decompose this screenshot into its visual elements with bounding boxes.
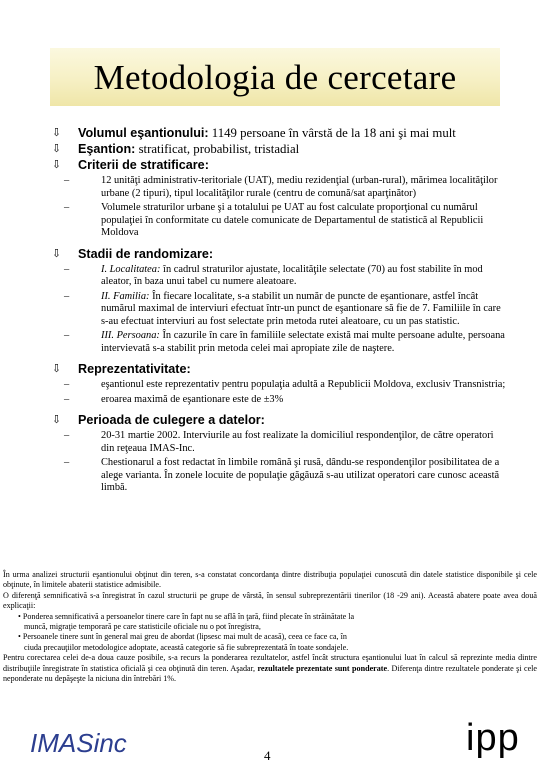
- hand-pointer-icon: ⇩: [52, 414, 62, 426]
- list-item: – 12 unităţi administrativ-teritoriale (UAT), mediu rezidenţial (urban-rural), mărimea localităţilor urbane (2 tipuri), tipul localităţilor rurale (centru de comună/sat aparţinător): [64, 175, 498, 199]
- randomization-list: [50, 264, 506, 356]
- footnote-p3-tail: . Diferenţa dintre rezultatele ponderate şi cele neponderate nu depăşeşte la niciuna din întrebări 1%.: [3, 663, 537, 684]
- list-item: – II. Familia: În fiecare localitate, s-a stabilit un număr de puncte de eşantionare, astfel încât numărul maximal de interviuri efectuat într-un punct de eşantionare să fie de 7. Familiile în care s-au efectuat interviuri au fost selectate prin metoda rutei aleatoare, cu un pas statistic.: [64, 290, 501, 327]
- list-item: – 20-31 martie 2002. Interviurile au fost realizate la domiciliul respondenţilor, de către operatori din reţeaua IMAS-Inc.: [64, 430, 494, 454]
- list-item: – Chestionarul a fost redactat în limbile română şi rusă, dându-se respondenţilor posibilitatea de a alege varianta. În zonele locuite de populaţie găgăuză s-au utilizat operatori care cunosc această limbă.: [64, 457, 500, 493]
- list-item: – eroarea maximă de eşantionare este de ±3%: [64, 393, 284, 405]
- hand-pointer-icon: ⇩: [52, 143, 62, 155]
- bullet-representativeness: [50, 361, 506, 377]
- footnote-p3-text: Pentru corectarea celei de-a doua cauze posibile, s-a recurs la ponderarea rezultatelor, astfel încât structura eşantionului luat în calcul să reprezinte media dintre distribuţiile înregistrate în statistica oficială şi cea obţinută din teren. Aşadar,: [3, 653, 537, 673]
- stratification-list: [50, 175, 506, 240]
- footnote-bullet-2: • Persoanele tinere sunt în general mai greu de abordat (lipsesc mai mult de acasă), ceea ce face ca, în: [18, 632, 347, 642]
- data-collection-text-2: Chestionarul a fost redactat în limbile română şi rusă, dându-se respondenţilor posibilitatea de a alege varianta. În zonele locuite de populaţie găgăuză s-au utilizat operatori care cunosc această limbă.: [101, 457, 500, 493]
- footnote-block: [3, 570, 537, 684]
- stage-3-text: În cazurile în care în familiile selectate există mai multe persoane adulte, persoana intervievată s-a stabilit prin metoda celei mai apropiate zile de naştere.: [101, 330, 505, 354]
- label-randomization: Stadii de randomizare:: [78, 246, 214, 261]
- stratification-text-2: Volumele straturilor urbane şi a totalului pe UAT au fost calculate proporţional cu numărul populaţiei în conformitate cu datele comunicate de Departamentul de statistică al Republicii Moldova: [101, 202, 484, 238]
- label-representativeness: Reprezentativitate:: [78, 362, 191, 376]
- data-collection-text-1: 20-31 martie 2002. Interviurile au fost realizate la domiciliul respondenţilor, de către operatori din reţeaua IMAS-Inc.: [101, 430, 494, 454]
- bullet-data-collection: [50, 412, 506, 428]
- page-number: 4: [264, 748, 271, 763]
- hand-pointer-icon: ⇩: [52, 127, 62, 139]
- representativeness-list: [50, 379, 506, 406]
- value-sample-size: 1149 persoane în vârstă de la 18 ani şi mai mult: [208, 126, 456, 140]
- stage-3-label: III. Persoana:: [101, 330, 160, 341]
- imas-logo: IMASinc: [30, 728, 127, 758]
- label-stratification: Criterii de stratificare:: [78, 158, 209, 172]
- value-sample-type: stratificat, probabilist, tristadial: [135, 142, 300, 156]
- stratification-text-1: 12 unităţi administrativ-teritoriale (UAT), mediu rezidenţial (urban-rural), mărimea localităţilor urbane (2 tipuri), tipul localităţilor rurale (centru de comună/sat aparţinător): [101, 175, 498, 199]
- bullet-randomization: [50, 246, 506, 262]
- footnote-p3-emphasis: rezultatele prezentate sunt ponderate: [257, 663, 388, 673]
- data-collection-list: [50, 430, 506, 495]
- stage-2-label: II. Familia:: [101, 290, 150, 302]
- hand-pointer-icon: ⇩: [52, 247, 62, 260]
- stage-2-text: În fiecare localitate, s-a stabilit un număr de puncte de eşantionare, astfel încât numărul maximal de interviuri efectuat într-un punct de eşantionare să fie de 7. Familiile în care s-au efectuat interviuri au fost selectate prin metoda rutei aleatoare, cu un pas statistic.: [101, 290, 501, 327]
- list-item: – Volumele straturilor urbane şi a totalului pe UAT au fost calculate proporţional cu numărul populaţiei în conformitate cu datele comunicate de Departamentul de statistică al Republicii Moldova: [64, 202, 484, 238]
- footnote-bullet-1: • Ponderea semnificativă a persoanelor tinere care în fapt nu se află în ţară, fiind plecate în străinătate la: [18, 611, 355, 621]
- representativeness-text-1: eşantionul este reprezentativ pentru populaţia adultă a Republicii Moldova, exclusiv Transnistria;: [101, 379, 506, 390]
- footnote-paragraph-1: În urma analizei structurii eşantionului obţinut din teren, s-a constatat concordanţa dintre distribuţia populaţiei cunoscută din datele statistice disponibile şi cele obţinute, în limitele abaterii statistice admisibile.: [3, 570, 537, 590]
- footnote-bullet-2-cont: ciuda precauţiilor metodologice adoptate, această categorie să fie subreprezentată în toate sondajele.: [24, 642, 349, 652]
- title-banner: [50, 48, 500, 106]
- stage-1-label: I. Localitatea:: [101, 263, 161, 275]
- page-title: Metodologia de cercetare: [93, 58, 457, 97]
- methodology-list: [50, 125, 506, 499]
- footnote-paragraph-2: O diferenţă semnificativă s-a înregistrat în cazul structurii pe grupe de vârstă, în sensul subreprezentării tinerilor (18 -29 ani). Această abatere poate avea două explicaţii:: [3, 590, 537, 611]
- hand-pointer-icon: ⇩: [52, 363, 62, 375]
- footnote-paragraph-3: [3, 653, 537, 684]
- list-item: – III. Persoana: În cazurile în care în familiile selectate există mai multe persoane adulte, persoana intervievată s-a stabilit prin metoda celei mai apropiate zile de naştere.: [64, 330, 505, 354]
- label-sample-type: Eşantion:: [78, 142, 136, 156]
- representativeness-text-2: eroarea maximă de eşantionare este de ±3%: [101, 393, 284, 405]
- hand-pointer-icon: ⇩: [52, 159, 62, 171]
- bullet-stratification: [50, 157, 506, 173]
- stage-1-text: în cadrul straturilor ajustate, localităţile selectate (70) au fost stabilite în mod aleator, în baza unui tabel cu numere aleatoare.: [101, 263, 483, 287]
- label-sample-size: Volumul eşantionului:: [78, 126, 209, 140]
- list-item: – I. Localitatea: în cadrul straturilor ajustate, localităţile selectate (70) au fost stabilite în mod aleator, în baza unui tabel cu numere aleatoare.: [64, 263, 483, 287]
- ipp-logo: ipp: [466, 717, 520, 759]
- label-data-collection: Perioada de culegere a datelor:: [78, 413, 265, 427]
- footnote-bullet-1-cont: muncă, migraţie temporară pe care statisticile oficiale nu o pot înregistra,: [24, 622, 261, 632]
- bullet-sample-type: [50, 141, 506, 157]
- bullet-sample-size: [50, 125, 506, 141]
- list-item: – eşantionul este reprezentativ pentru populaţia adultă a Republicii Moldova, exclusiv Transnistria;: [64, 379, 506, 390]
